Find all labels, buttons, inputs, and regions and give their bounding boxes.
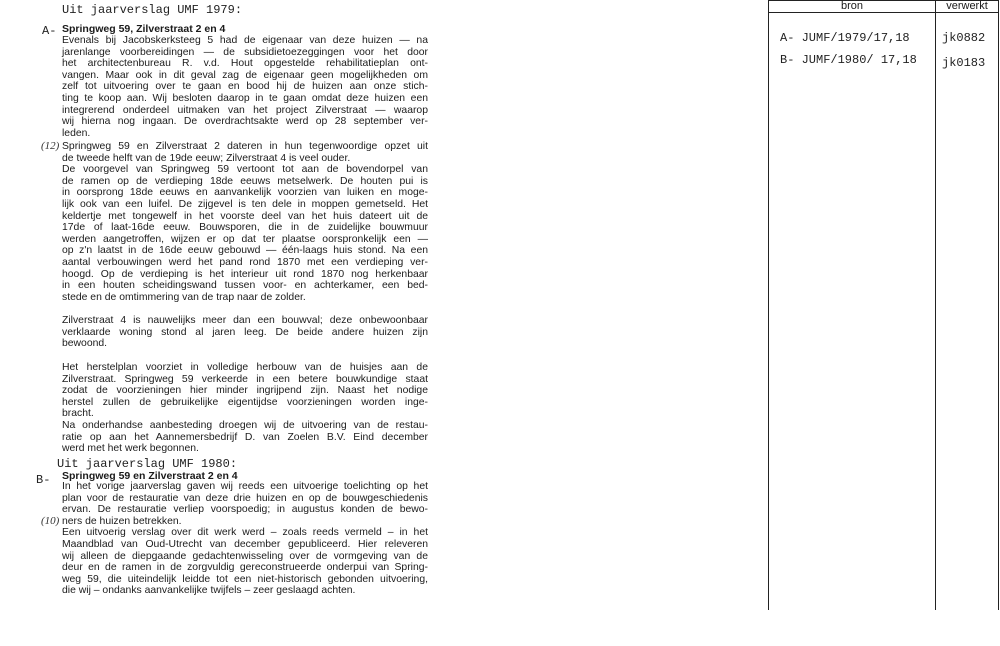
text-line: In het vorige jaarverslag gaven wij reeds een uitvoerige toelichting op het	[62, 481, 428, 492]
text-line: in oorsprong 18de eeuws en aanvankelijk voorzien van luiken en moge-	[62, 187, 428, 199]
paragraph	[62, 141, 428, 164]
text-line: ners de huizen betrekken.	[62, 515, 182, 527]
text-line: ting te koop aan. Wij besloten daarop in te gaan omdat deze huizen een	[62, 92, 428, 104]
paragraph	[62, 481, 428, 527]
ledger-cell-bron: B- JUMF/1980/ 17,18	[780, 53, 917, 67]
ledger-header-divider	[768, 12, 999, 13]
section-title-1980: Springweg 59 en Zilverstraat 2 en 4	[62, 470, 238, 482]
ledger-column-divider	[935, 0, 936, 610]
section-title-1979: Springweg 59, Zilverstraat 2 en 4	[62, 23, 226, 35]
text-line: Springweg 59 en Zilverstraat 2 dateren in hun tegenwoordige opzet uit	[62, 141, 428, 152]
text-line: bracht.	[62, 408, 94, 420]
paragraph	[62, 420, 428, 455]
text-line: aantal verbouwingen werd het pand rond 1870 met een verdieping ver-	[62, 256, 428, 268]
ledger-border-left	[768, 0, 769, 610]
text-line: Een uitvoerig verslag over dit werk werd – zoals reeds vermeld – in het	[62, 527, 428, 539]
paragraph	[62, 527, 428, 597]
text-line: Maandblad van Oud-Utrecht van december gepubliceerd. Hier releveren	[62, 538, 428, 550]
section-marker-b: B-	[36, 473, 51, 487]
text-line: Zilverstraat. Springweg 59 verkeerde in een betere bouwkundige staat	[62, 373, 428, 385]
column-header-verwerkt: verwerkt	[946, 0, 988, 12]
ledger-cell-verwerkt: jk0882	[942, 31, 986, 45]
paragraph	[62, 315, 428, 350]
text-block	[62, 35, 428, 139]
text-line: Evenals bij Jacobskerksteeg 5 had de eigenaar van deze huizen — na	[62, 35, 428, 46]
text-line: integrerend onderdeel uitmaken van het project Zilverstraat — waarop	[62, 104, 428, 116]
text-line: zelf tot uitvoering over te gaan en bood hij de huizen aan onze stich-	[62, 81, 428, 93]
text-line: Het herstelplan voorziet in volledige herbouw van de huisjes aan de	[62, 362, 428, 373]
text-line: Zilverstraat 4 is nauwelijks meer dan een bouwval; deze onbewoonbaar	[62, 315, 428, 326]
text-line: hoogd. Op de verdieping is het interieur uit rond 1870 nog herkenbaar	[62, 268, 428, 280]
text-line: plan voor de restauratie van deze drie huizen en op de bouwgeschiedenis	[62, 492, 428, 504]
text-line: op z'n laatst in de 16de eeuw gebouwd — één-laags huis stond. Na een	[62, 245, 428, 257]
text-line: 17de of laat-16de eeuw. Bouwsporen, die in de zuidelijke bouwmuur	[62, 222, 428, 234]
text-line: lijk ook van een luifel. De zijgevel is ten dele in moppen gemetseld. Het	[62, 198, 428, 210]
section-marker-a: A-	[42, 24, 57, 38]
text-line: leden.	[62, 127, 91, 139]
text-block	[62, 141, 428, 303]
text-line: stede en de omtimmering van de trap naar de zolder.	[62, 291, 306, 303]
text-line: wij hierna nog ingaan. De overdrachtsakte werd op 28 september ver-	[62, 116, 428, 128]
column-header-bron: bron	[840, 0, 864, 12]
paragraph	[62, 362, 428, 420]
paragraph	[62, 35, 428, 139]
text-line: De voorgevel van Springweg 59 vertoont tot aan de bovendorpel van	[62, 164, 428, 176]
text-line: vangen. Maar ook in dit geval zag de eigenaar geen mogelijkheden om	[62, 69, 428, 81]
text-line: ratie op aan het Aannemersbedrijf D. van Zoelen B.V. Eind december	[62, 431, 428, 443]
text-line: weg 59, die uiteindelijk leidde tot een niet-historisch gebonden uitvoering,	[62, 573, 428, 585]
text-block	[62, 315, 428, 350]
text-line: zodat de voorzieningen hier minder ingrijpend zijn. Naast het nodige	[62, 385, 428, 397]
text-line: de tweede helft van de 19de eeuw; Zilverstraat 4 is veel ouder.	[62, 152, 351, 164]
text-line: bewoond.	[62, 338, 108, 350]
ledger-cell-verwerkt: jk0183	[942, 56, 986, 70]
text-line: de ramen op de verdieping 18de eeuws metselwerk. De houten pui is	[62, 175, 428, 187]
text-line: die wij – ondanks aanvankelijke twijfels – zeer geslaagd achten.	[62, 585, 356, 597]
text-line: deur en de ramen in de zorgvuldig gereconstrueerde onderpui van Spring-	[62, 562, 428, 574]
text-line: keldertje met tongewelf in het voorste deel van het huis dateert uit de	[62, 210, 428, 222]
paragraph	[62, 164, 428, 303]
text-line: het architectenbureau R. v.d. Hout opgestelde rehabilitatieplan ont-	[62, 58, 428, 70]
text-block	[62, 362, 428, 455]
text-line: in een houten scheidingswand tussen voor- en achterkamer, een bed-	[62, 280, 428, 292]
source-heading-1980: Uit jaarverslag UMF 1980:	[57, 457, 238, 471]
text-line: herstel zullen de gebruikelijke eigentijdse voorzieningen worden inge-	[62, 396, 428, 408]
text-line: werden aangetroffen, wijzen er op dat ter plaatse oorspronkelijk een —	[62, 233, 428, 245]
ledger-border-right	[998, 0, 999, 610]
text-line: jarenlange voorbereidingen — de subsidietoezeggingen voor het door	[62, 46, 428, 58]
text-block	[62, 481, 428, 597]
ledger-cell-bron: A- JUMF/1979/17,18	[780, 31, 910, 45]
text-line: ervan. De restauratie verliep voorspoedig; in augustus konden de bewo-	[62, 504, 428, 516]
margin-note-b: (10)	[41, 515, 60, 527]
source-heading-1979: Uit jaarverslag UMF 1979:	[62, 3, 243, 17]
text-line: werd met het werk begonnen.	[62, 443, 199, 455]
margin-note-a: (12)	[41, 140, 60, 152]
text-line: wij alleen de diepgaande gedachtenwisseling over de vormgeving van de	[62, 550, 428, 562]
text-line: verklaarde woning stond al jaren leeg. De beide andere huizen zijn	[62, 326, 428, 338]
text-line: Na onderhandse aanbesteding droegen wij de uitvoering van de restau-	[62, 419, 428, 431]
